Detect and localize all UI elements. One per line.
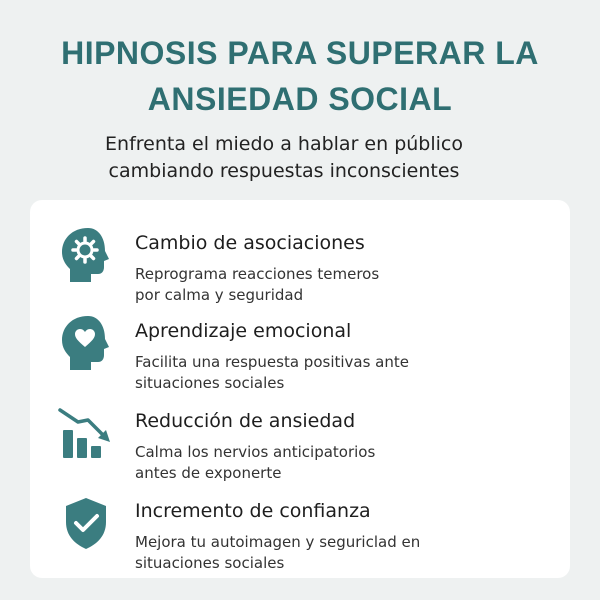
benefit-description-line-1: Reprograma reacciones temeros [135, 265, 380, 283]
benefit-description-line-2: situaciones sociales [135, 554, 285, 572]
benefit-description-line-1: Calma los nervios anticipatorios [135, 443, 376, 461]
benefit-heading: Cambio de asociaciones [135, 232, 365, 254]
benefit-heading: Aprendizaje emocional [135, 320, 352, 342]
benefit-description-line-1: Facilita una respuesta positivas ante [135, 353, 409, 371]
benefit-item-anxiety [30, 388, 570, 482]
benefit-heading: Incremento de confianza [135, 500, 371, 522]
benefit-description-line-2: por calma y seguridad [135, 286, 304, 304]
benefit-item-associations [30, 210, 570, 304]
subtitle-line-1: Enfrenta el miedo a hablar en público [105, 133, 463, 155]
benefit-description-line-2: situaciones sociales [135, 374, 285, 392]
benefit-item-confidence [30, 478, 570, 572]
benefit-heading: Reducción de ansiedad [135, 410, 356, 432]
subtitle-line-2: cambiando respuestas inconscientes [108, 160, 460, 182]
benefit-description-line-2: antes de exponerte [135, 464, 282, 482]
title-line-1: HIPNOSIS PARA SUPERAR LA [61, 35, 539, 71]
head-heart-icon [58, 312, 114, 374]
benefit-description-line-1: Mejora tu autoimagen y seguriclad en [135, 533, 421, 551]
benefits-card [30, 200, 570, 578]
subtitle [0, 131, 568, 185]
page-title [0, 30, 600, 122]
benefit-description [135, 532, 465, 574]
head-gear-icon [58, 224, 114, 286]
title-line-2: ANSIEDAD SOCIAL [147, 81, 453, 117]
benefit-item-emotional [30, 298, 570, 392]
bar-chart-down-icon [58, 402, 114, 464]
shield-check-icon [58, 492, 114, 554]
